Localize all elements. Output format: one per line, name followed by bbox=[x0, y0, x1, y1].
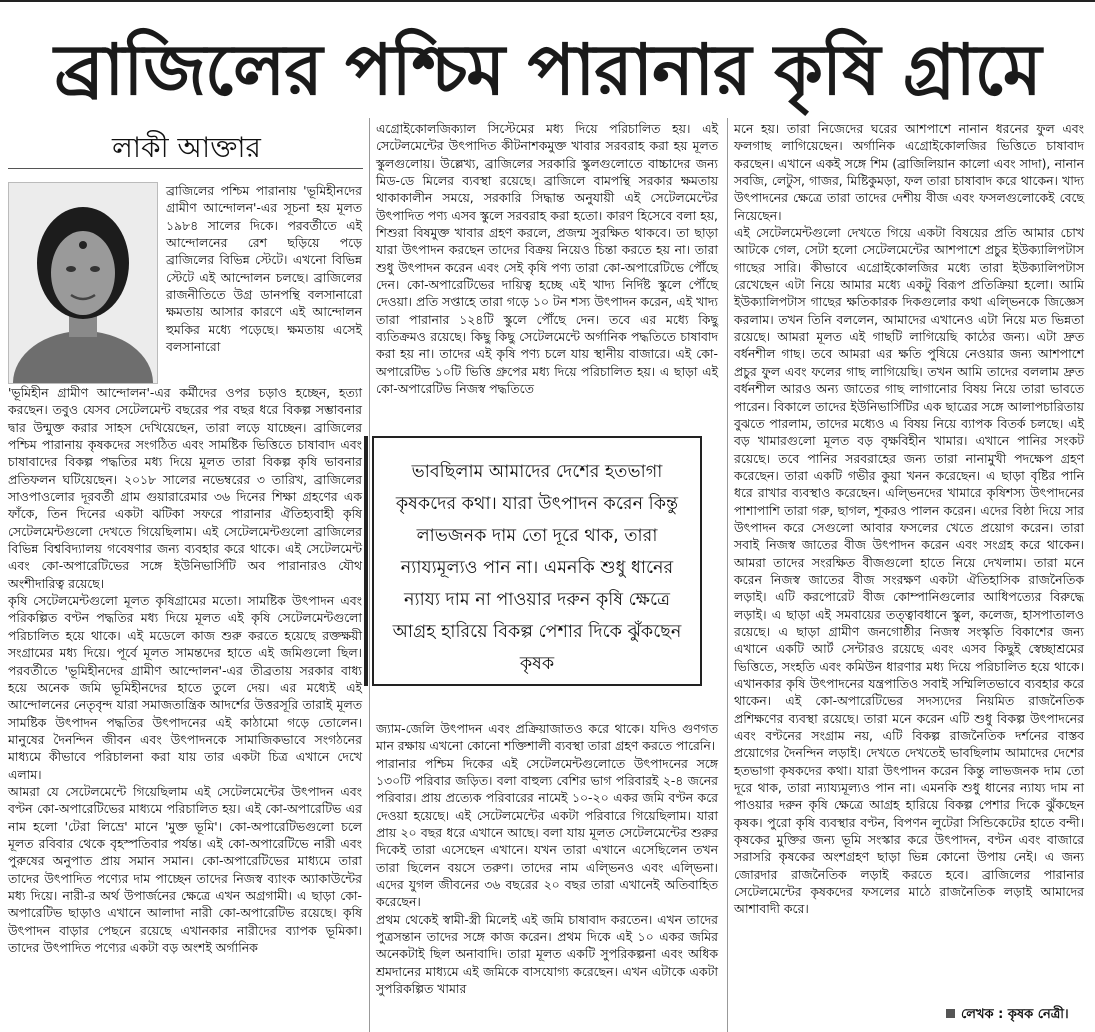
pull-quote-bar bbox=[364, 436, 368, 686]
byline-rule bbox=[8, 168, 363, 169]
column-2-top bbox=[376, 120, 718, 398]
paragraph: এই সেটেলমেন্টগুলো দেখতে গিয়ে একটা বিষয়ের প্রতি আমার চোখ আটকে গেল, সেটা হলো সেটেলমেন্টের আশপাশে প্রচুর ইউক্যালিপটাস গাছের সারি। কীভাবে এগ্রোইকোলজির মধ্যে তারা ইউক্যালিপটাস রেখেছেন এটা নিয়ে আমার মধ্যে একটু বিরূপ প্রতিক্রিয়া হলো। আমি ইউক্যালিপটাস গাছের ক্ষতিকারক দিকগুলোর কথা এল্ভিনকে জিজ্ঞেস করলাম। তখন তিনি বললেন, আমাদের এখানেও এটা নিয়ে মত ভিন্নতা রয়েছে। আমরা মূলত এই গাছটি লাগিয়েছি কাঠের জন্য। এটা দ্রুত বর্ধনশীল গাছ। তবে আমরা এর ক্ষতি পুষিয়ে নেওয়ার জন্য আশপাশে প্রচুর ফুল এবং ফলের গাছ লাগিয়েছি। তখন আমি তাদের বললাম দ্রুত বর্ধনশীল আরও অন্য জাতের গাছ লাগানোর বিষয় নিয়ে তারা ভাবতে পারেন। বিকালে তাদের ইউনিভার্সিটির এক ছাত্রের সঙ্গে আলাপচারিতায় বুঝতে পারলাম, তাদের মধ্যেও এ বিষয় নিয়ে ব্যাপক বিতর্ক চলছে। এই বড় খামারগুলো মূলত বড় বৃক্ষবিহীন খামার। এখানে পানির সংকট রয়েছে। তবে পানির সরবরাহের জন্য তারা নানামুখী পদক্ষেপ গ্রহণ করেছেন। তারা একটি গভীর কুয়া খনন করেছেন। এ ছাড়া বৃষ্টির পানি ধরে রাখার ব্যবস্থাও করেছেন। এল্ভিনদের খামারে কৃষিশস্য উৎপাদনের পাশাপাশি তারা গরু, ছাগল, শূকরও পালন করেন। এদের বিষ্ঠা দিয়ে সার উৎপাদন করে সেগুলো আবার ফসলের খেতে প্রয়োগ করেন। তারা সবাই নিজস্ব জাতের বীজ উৎপাদন করেন এবং সংগ্রহ করে থাকেন। আমরা তাদের সংরক্ষিত বীজগুলো হাতে নিয়ে দেখলাম। তারা মনে করেন নিজস্ব জাতের বীজ সংরক্ষণ একটা ঐতিহাসিক রাজনৈতিক লড়াই। এটি করপোরেট বীজ কোম্পানিগুলোর আধিপত্যের বিরুদ্ধে লড়াই। এ ছাড়া এই সমবায়ের তত্ত্বাবধানে স্কুল, কলেজ, হাসপাতালও রয়েছে। এ ছাড়া গ্রামীণ জনগোষ্ঠীর নিজস্ব সংস্কৃতি বিকাশের জন্য এখানে একটি আর্ট সেন্টারও রয়েছে এবং এসব কিছুই স্বেচ্ছাশ্রমের ভিত্তিতে, সংহতি এবং কমিউন ধারণার মধ্য দিয়ে পরিচালিত হয়ে থাকে। এখানকার কৃষি উৎপাদনের যন্ত্রপাতিও সবাই সম্মিলিতভাবে ব্যবহার করে থাকেন। এই কো-অপারেটিভের সদস্যদের নিয়মিত রাজনৈতিক প্রশিক্ষণের ব্যবস্থা রয়েছে। তারা মনে করেন এটি শুধু বিকল্প উৎপাদনের এবং বণ্টনের সংগ্রাম নয়, এটি বিকল্প রাজনৈতিক দর্শনের বাস্তব প্রয়োগের দৈনন্দিন লড়াই। দেখতে দেখতেই ভাবছিলাম আমাদের দেশের হতভাগা কৃষকদের কথা। যারা উৎপাদন করেন কিন্তু লাভজনক দাম তো দূরে থাক, তারা ন্যায্যমূল্যও পান না। এমনকি শুধু ধানের ন্যায্য দাম না পাওয়ার দরুন কৃষি ক্ষেত্রে আগ্রহ হারিয়ে বিকল্প পেশার দিকে ঝুঁকছেন কৃষক। পুরো কৃষি ব্যবস্থার বণ্টন, বিপণন লুটেরা সিন্ডিকেটের হাতে বন্দী। কৃষকের মুক্তির জন্য ভূমি সংস্কার করে উৎপাদন, বণ্টন এবং বাজারে সরাসরি কৃষকের অংশগ্রহণ ছাড়া ভিন্ন কোনো উপায় নেই। এ জন্য জোরদার রাজনৈতিক লড়াই করতে হবে। ব্রাজিলের পারানার সেটেলমেন্টের কৃষকদের ফসলের মাঠে রাজনৈতিক লড়াই আমাদের আশাবাদী করে। bbox=[734, 225, 1084, 917]
column-3 bbox=[734, 120, 1084, 918]
author-photo bbox=[8, 182, 158, 384]
column-1-wrap-text: ব্রাজিলের পশ্চিম পারানায় 'ভূমিহীনদের গ্রামীণ আন্দোলন'-এর সূচনা হয় মূলত ১৯৮৪ সালের দিকে। পরবর্তীতে এই আন্দোলনের রেশ ছড়িয়ে পড়ে ব্রাজিলের বিভিন্ন স্টেটে। এখনো বিভিন্ন স্টেটে এই আন্দোলন চলছে। ব্রাজিলের রাজনীতিতে উগ্র ডানপন্থি বলসানারো ক্ষমতায় আসার কারণে এই আন্দোলন হুমকির মধ্যে পড়েছে। ক্ষমতায় এসেই বলসানারো bbox=[166, 183, 362, 355]
author-note-text: লেখক : কৃষক নেত্রী। bbox=[961, 1007, 1069, 1022]
column-divider bbox=[369, 118, 370, 1032]
paragraph: কৃষি সেটেলমেন্টগুলো মূলত কৃষিগ্রামের মতো। সামষ্টিক উৎপাদন এবং পরিকল্পিত বণ্টন পদ্ধতির মধ্য দিয়ে মূলত এই কৃষি সেটেলমেন্টগুলো পরিচালিত হয়ে থাকে। এই মডেলে কাজ শুরু করতে হয়েছে রক্তক্ষয়ী সংগ্রামের মধ্য দিয়ে। পূর্বে মূলত সামন্তদের হাতে এই জমিগুলো ছিল। পরবর্তীতে 'ভূমিহীনদের গ্রামীণ আন্দোলন'-এর তীব্রতায় সরকার বাধ্য হয়ে অনেক জমি ভূমিহীনদের হাতে তুলে দেয়। এর মধ্যেই এই আন্দোলনের নেতৃবৃন্দ যারা সমাজতান্ত্রিক আদর্শের উত্তরসূরি তারাই মূলত সামষ্টিক উৎপাদন পদ্ধতির উৎপাদনের এই কাঠামো গড়ে তোলেন। মানুষের দৈনন্দিন জীবন এবং উৎপাদনকে সামাজিকভাবে সংগঠনের মাধ্যমে কীভাবে পরিচালনা করা যায় তার একটা চিত্র এখানে দেখে এলাম। bbox=[8, 593, 362, 782]
author-note bbox=[946, 1006, 1069, 1024]
paragraph: এগ্রোইকোলজিক্যাল সিস্টেমের মধ্য দিয়ে পরিচালিত হয়। এই সেটেলমেন্টের উৎপাদিত কীটনাশকমুক্ত খাবার সরবরাহ করা হয় মূলত স্কুলগুলোয়। উল্লেখ্য, ব্রাজিলের সরকারি স্কুলগুলোতে বাচ্চাদের জন্য মিড-ডে মিলের ব্যবস্থা রয়েছে। ব্রাজিলে বামপন্থি সরকার ক্ষমতায় থাকাকালীন সময়ে, সরকারি সিদ্ধান্ত অনুযায়ী এই সেটেলমেন্টের উৎপাদিত পণ্য এসব স্কুলে সরবরাহ করা হতো। কারণ হিসেবে বলা হয়, শিশুরা বিষমুক্ত খাবার গ্রহণ করলে, প্রজন্ম সুরক্ষিত থাকবে। তা ছাড়া যারা উৎপাদন করছেন তাদের বিক্রয় নিয়েও চিন্তা করতে হয় না। তারা শুধু উৎপাদন করেন এবং সেই কৃষি পণ্য তারা কো-অপারেটিভে পৌঁছে দেন। কো-অপারেটিভের দায়িত্ব হচ্ছে এই খাদ্য নির্দিষ্ট স্কুলে পৌঁছে দেওয়া। প্রতি সপ্তাহে তারা গড়ে ১০ টন শস্য উৎপাদন করেন, এই খাদ্য তারা পারানার ১২৪টি স্কুলে পৌঁছে দেন। তবে এর মধ্যে কিছু ব্যতিক্রমও রয়েছে। কিছু কিছু সেটেলমেন্টে অর্গানিক পদ্ধতিতে চাষাবাদ করা হয় না। তাদের এই কৃষি পণ্য চলে যায় স্থানীয় বাজারে। এই কো-অপারেটিভ ১০টি ভিত্তি গ্রুপের মধ্য দিয়ে পরিচালিত হয়। এ ছাড়া এই কো-অপারেটিভ নিজস্ব পদ্ধতিতে bbox=[376, 121, 718, 397]
paragraph: মনে হয়। তারা নিজেদের ঘরের আশপাশে নানান ধরনের ফুল এবং ফলগাছ লাগিয়েছেন। অর্গানিক এগ্রোইকোলজির ভিত্তিতে চাষাবাদ করছেন। এখানে একই সঙ্গে শিম (ব্রাজিলিয়ান কালো এবং সাদা), নানান সবজি, লেটুস, গাজর, মিষ্টিকুমড়া, ফল তারা চাষাবাদ করে থাকেন। খাদ্য উৎপাদনের ক্ষেত্রে তারা তাদের দেশীয় বীজ এবং ফসলগুলোকেই বেছে নিয়েছেন। bbox=[734, 121, 1084, 223]
paragraph: 'ভূমিহীন গ্রামীণ আন্দোলন'-এর কর্মীদের ওপর চড়াও হচ্ছেন, হত্যা করছেন। তবুও যেসব সেটেলমেন্ট বছরের পর বছর ধরে বিকল্প সম্ভাবনার দ্বার উন্মুক্ত করার সাহস দেখিয়েছেন, তারা লড়ে যাচ্ছেন। ব্রাজিলের পশ্চিম পারানায় কৃষকদের সংগঠিত এবং সামষ্টিক ভিত্তিতে চাষাবাদ এবং চাষাবাদের বিকল্প পদ্ধতির মধ্য দিয়ে মূলত তারা বিকল্প কৃষি ভাবনার প্রতিফলন ঘটিয়েছেন। ২০১৮ সালের নভেম্বরের ৩ তারিখ, ব্রাজিলের সাওপাওলোর দূরবর্তী গ্রাম গুয়ারারেমার ৩৬ দিনের শিক্ষা গ্রহণের এক ফাঁকে, তিন দিনের একটা ঝটিকা সফরে পারানার ঐতিহ্যবাহী কৃষি সেটেলমেন্টগুলো দেখতে গিয়েছিলাম। এই সেটেলমেন্টগুলো ব্রাজিলের বিভিন্ন বিশ্ববিদ্যালয় গবেষণার জন্য ব্যবহার করে থাকে। এই সেটেলমেন্ট এবং কো-অপারেটিভের সঙ্গে ইউনিভার্সিটি অব পারানারও যৌথ অংশীদারিত্ব রয়েছে। bbox=[8, 385, 362, 591]
square-bullet-icon bbox=[946, 1009, 955, 1018]
headline: ব্রাজিলের পশ্চিম পারানার কৃষি গ্রামে bbox=[54, 29, 1041, 111]
column-divider bbox=[727, 118, 728, 1032]
column-2-bottom bbox=[376, 720, 718, 998]
paragraph: জ্যাম-জেলি উৎপাদন এবং প্রক্রিয়াজাতও করে থাকে। যদিও গুণগত মান রক্ষায় এখনো কোনো শক্তিশালী ব্যবস্থা তারা গ্রহণ করতে পারেনি। bbox=[376, 721, 718, 754]
paragraph: পারানার পশ্চিম দিকের এই সেটেলমেন্টগুলোতে উৎপাদনের সঙ্গে ১৩০টি পরিবার জড়িত। বলা বাহুল্য বেশির ভাগ পরিবারই ২-৪ জনের পরিবার। প্রায় প্রত্যেক পরিবারের নামেই ১০-২০ একর জমি বণ্টন করে দেওয়া হয়েছে। এই সেটেলমেন্টের একটা পরিবারে গিয়েছিলাম। যারা প্রায় ২০ বছর ধরে এখানে আছে। বলা যায় মূলত সেটেলমেন্টের শুরুর দিকেই তারা এসেছেন এখানে। যখন তারা এখানে এসেছিলেন তখন তারা ছিলেন বয়সে তরুণ। তাদের নাম এল্ভিনও এবং এল্ভিনা। এদের যুগল জীবনের ৩৬ বছরের ২০ বছর তারা এখানেই অতিবাহিত করেছেন। bbox=[376, 755, 718, 910]
paragraph: আমরা যে সেটেলমেন্টে গিয়েছিলাম এই সেটেলমেন্টের উৎপাদন এবং বণ্টন কো-অপারেটিভের মাধ্যমে পরিচালিত হয়। এই কো-অপারেটিভ এর নাম হলো 'টেরা লিভ্রে' মানে 'মুক্ত ভূমি'। কো-অপারেটিভগুলো চলে মূলত রবিবার থেকে বৃহস্পতিবার পর্যন্ত। এই কো-অপারেটিভে নারী এবং পুরুষের অনুপাত প্রায় সমান সমান। কো-অপারেটিভের মাধ্যমে তারা তাদের উৎপাদিত পণ্যের দাম পাচ্ছেন তাদের নিজস্ব ব্যাংক অ্যাকাউন্টের মধ্য দিয়ে। নারী-র অর্থ উপার্জনের ক্ষেত্রে এখন অগ্রগামী। এ ছাড়া কো-অপারেটিভ ছাড়াও এখানে আলাদা নারী কো-অপারেটিভ রয়েছে। কৃষি উৎপাদন বাড়ার পেছনে রয়েছে এখানকার নারীদের ব্যাপক ভূমিকা। তাদের উৎপাদিত পণ্যের একটা বড় অংশই অর্গানিক bbox=[8, 783, 362, 955]
paragraph: প্রথম থেকেই স্বামী-স্ত্রী মিলেই এই জমি চাষাবাদ করতেন। এখন তাদের পুত্রসন্তান তাদের সঙ্গে কাজ করেন। প্রথম দিকে এই ১০ একর জমির অনেকটাই ছিল অনাবাদি। তারা মূলত একটি সুপরিকল্পনা এবং অধিক শ্রমদানের মাধ্যমে এই জমিকে বাসযোগ্য করেছেন। এখন এটাকে একটা সুপরিকল্পিত খামার bbox=[376, 911, 718, 997]
top-rule bbox=[0, 0, 1095, 2]
pull-quote: ভাবছিলাম আমাদের দেশের হতভাগা কৃষকদের কথা। যারা উৎপাদন করেন কিন্তু লাভজনক দাম তো দূরে থাক, তারা ন্যায্যমূল্যও পান না। এমনকি শুধু ধানের ন্যায্য দাম না পাওয়ার দরুন কৃষি ক্ষেত্রে আগ্রহ হারিয়ে বিকল্প পেশার দিকে ঝুঁকছেন কৃষক bbox=[372, 436, 702, 686]
byline: লাকী আক্তার bbox=[112, 131, 261, 164]
column-1 bbox=[8, 384, 362, 956]
